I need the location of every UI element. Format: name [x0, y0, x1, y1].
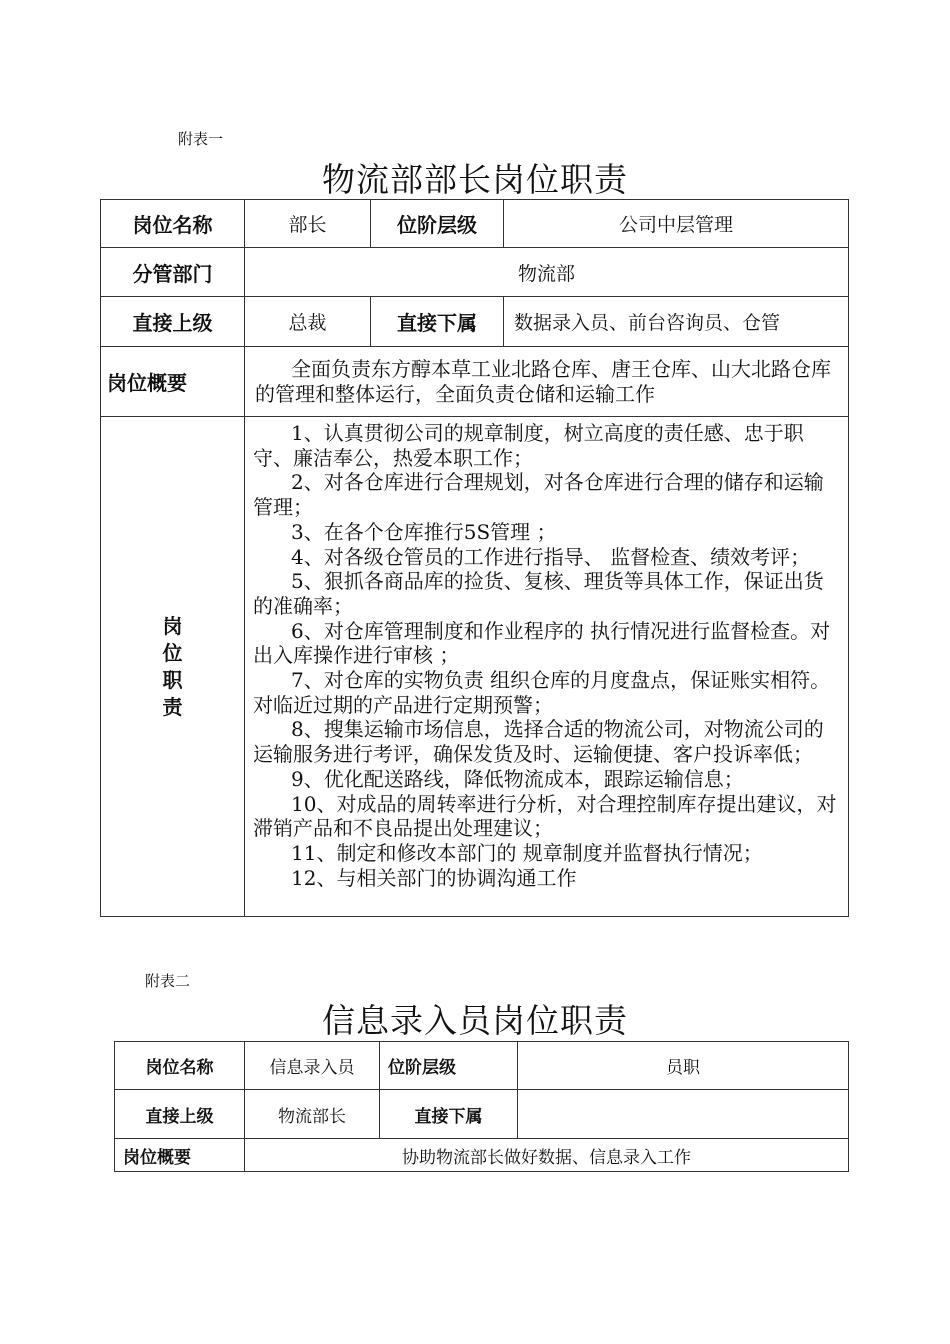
duties-label-char: 位: [162, 640, 183, 665]
duty-item: 7、对仓库的实物负责 组织仓库的月度盘点，保证账实相符。对临近过期的产品进行定期预警；: [253, 668, 831, 717]
job-table-data-entry: [114, 1041, 849, 1172]
superior-label: 直接上级: [101, 297, 245, 347]
duty-item: 11、制定和修改本部门的 规章制度并监督执行情况；: [291, 840, 763, 865]
duties-label: [101, 417, 245, 917]
duty-item: 8、搜集运输市场信息，选择合适的物流公司，对物流公司的运输服务进行考评，确保发货及时、运输便捷、客户投诉率低；: [253, 717, 824, 767]
duty-item: 1、认真贯彻公司的规章制度，树立高度的责任感、忠于职守、廉洁奉公，热爱本职工作；: [253, 421, 804, 470]
duty-item: 4、对各级仓管员的工作进行指导、 监督检查、绩效考评；: [291, 544, 811, 569]
duties-label-char: 岗: [162, 613, 183, 638]
post-level-value: 公司中层管理: [504, 200, 849, 248]
dept-label: 分管部门: [101, 248, 245, 297]
post-level-value-2: 员职: [518, 1042, 849, 1090]
post-name-label: 岗位名称: [101, 200, 245, 248]
annex-label-2: 附表二: [145, 972, 191, 990]
page-title-1: 物流部部长岗位职责: [322, 160, 628, 199]
job-table-director: [100, 199, 849, 917]
superior-value: 总裁: [245, 297, 371, 347]
duty-item: 3、在各个仓库推行5S管理 ；: [291, 519, 557, 544]
summary-text: 全面负责东方醇本草工业北路仓库、唐王仓库、山大北路仓库的管理和整体运行，全面负责仓储和运输工作: [255, 356, 831, 406]
duty-item: 6、对仓库管理制度和作业程序的 执行情况进行监督检查。对出入库操作进行审核 ；: [253, 618, 831, 668]
subordinate-value: 数据录入员、前台咨询员、仓管: [504, 297, 849, 347]
dept-value: 物流部: [245, 248, 849, 297]
post-name-value-2: 信息录入员: [245, 1042, 380, 1090]
duty-item: 9、优化配送路线，降低物流成本，跟踪运输信息；: [291, 766, 744, 791]
subordinate-label: 直接下属: [371, 297, 504, 347]
superior-label-2: 直接上级: [115, 1090, 245, 1139]
duties-list: [245, 417, 849, 917]
post-name-value: 部长: [245, 200, 371, 248]
duty-item: 5、狠抓各商品库的捡货、复核、理货等具体工作，保证出货的准确率；: [253, 569, 824, 618]
post-level-label: 位阶层级: [371, 200, 504, 248]
annex-label-1: 附表一: [178, 130, 224, 148]
post-level-label-2: 位阶层级: [380, 1042, 518, 1090]
post-name-label-2: 岗位名称: [115, 1042, 245, 1090]
duties-label-char: 职: [162, 667, 183, 692]
subordinate-label-2: 直接下属: [380, 1090, 518, 1139]
duty-item: 10、对成品的周转率进行分析，对合理控制库存提出建议，对滞销产品和不良品提出处理建议；: [253, 791, 837, 841]
duty-item: 12、与相关部门的协调沟通工作: [291, 865, 577, 890]
duty-item: 2、对各仓库进行合理规划，对各仓库进行合理的储存和运输管理；: [253, 470, 824, 520]
duties-label-char: 责: [162, 694, 183, 719]
subordinate-value-2: [518, 1090, 849, 1139]
summary-label: 岗位概要: [101, 347, 245, 417]
summary-label-2: 岗位概要: [115, 1139, 245, 1172]
page-title-2: 信息录入员岗位职责: [322, 1001, 628, 1040]
superior-value-2: 物流部长: [245, 1090, 380, 1139]
summary-text-2: 协助物流部长做好数据、信息录入工作: [245, 1139, 849, 1172]
summary-cell: [245, 347, 849, 417]
